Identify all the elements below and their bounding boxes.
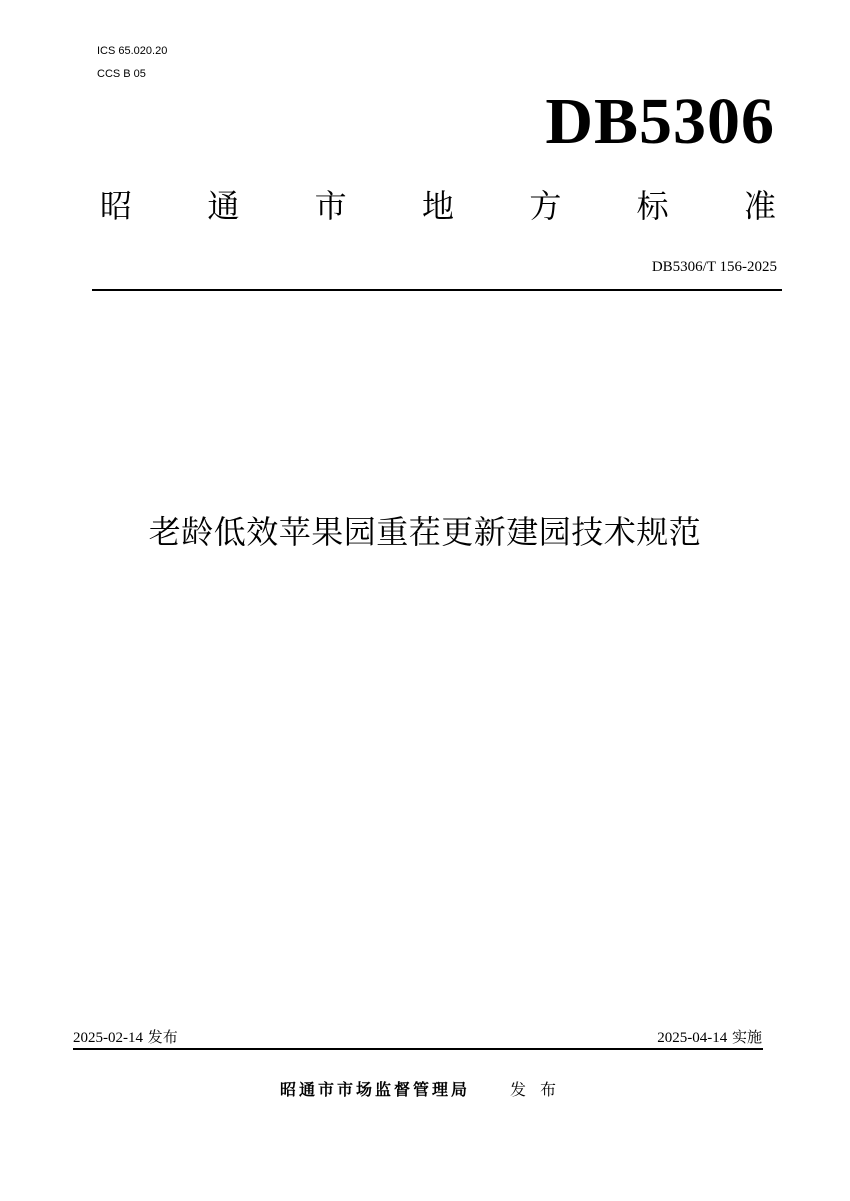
standard-type-char: 地 [421, 187, 454, 225]
implement-label: 实施 [731, 1028, 762, 1046]
bottom-divider [73, 1048, 763, 1050]
publish-date [73, 1027, 178, 1048]
top-divider [92, 289, 782, 291]
issuer-action: 发布 [510, 1080, 571, 1099]
standard-type-char: 方 [529, 187, 562, 225]
implement-date [657, 1027, 762, 1048]
standard-type-char: 昭 [100, 187, 133, 225]
standard-code: DB5306 [545, 85, 775, 158]
standard-type-char: 标 [636, 187, 669, 225]
standard-type-char: 准 [743, 187, 776, 225]
implement-date-value: 2025-04-14 [657, 1030, 728, 1046]
publish-date-value: 2025-02-14 [73, 1030, 143, 1046]
document-title: 老龄低效苹果园重茬更新建园技术规范 [148, 513, 702, 551]
ics-code: ICS 65.020.20 [97, 45, 168, 57]
standard-type [100, 184, 776, 228]
publish-label: 发布 [147, 1028, 178, 1046]
issuer-line [0, 1078, 850, 1102]
issuer-name: 昭通市市场监督管理局 [279, 1080, 470, 1099]
standard-type-char: 市 [314, 187, 347, 225]
standard-number: DB5306/T 156-2025 [651, 259, 777, 275]
ccs-code: CCS B 05 [97, 68, 146, 80]
standard-type-char: 通 [207, 187, 240, 225]
